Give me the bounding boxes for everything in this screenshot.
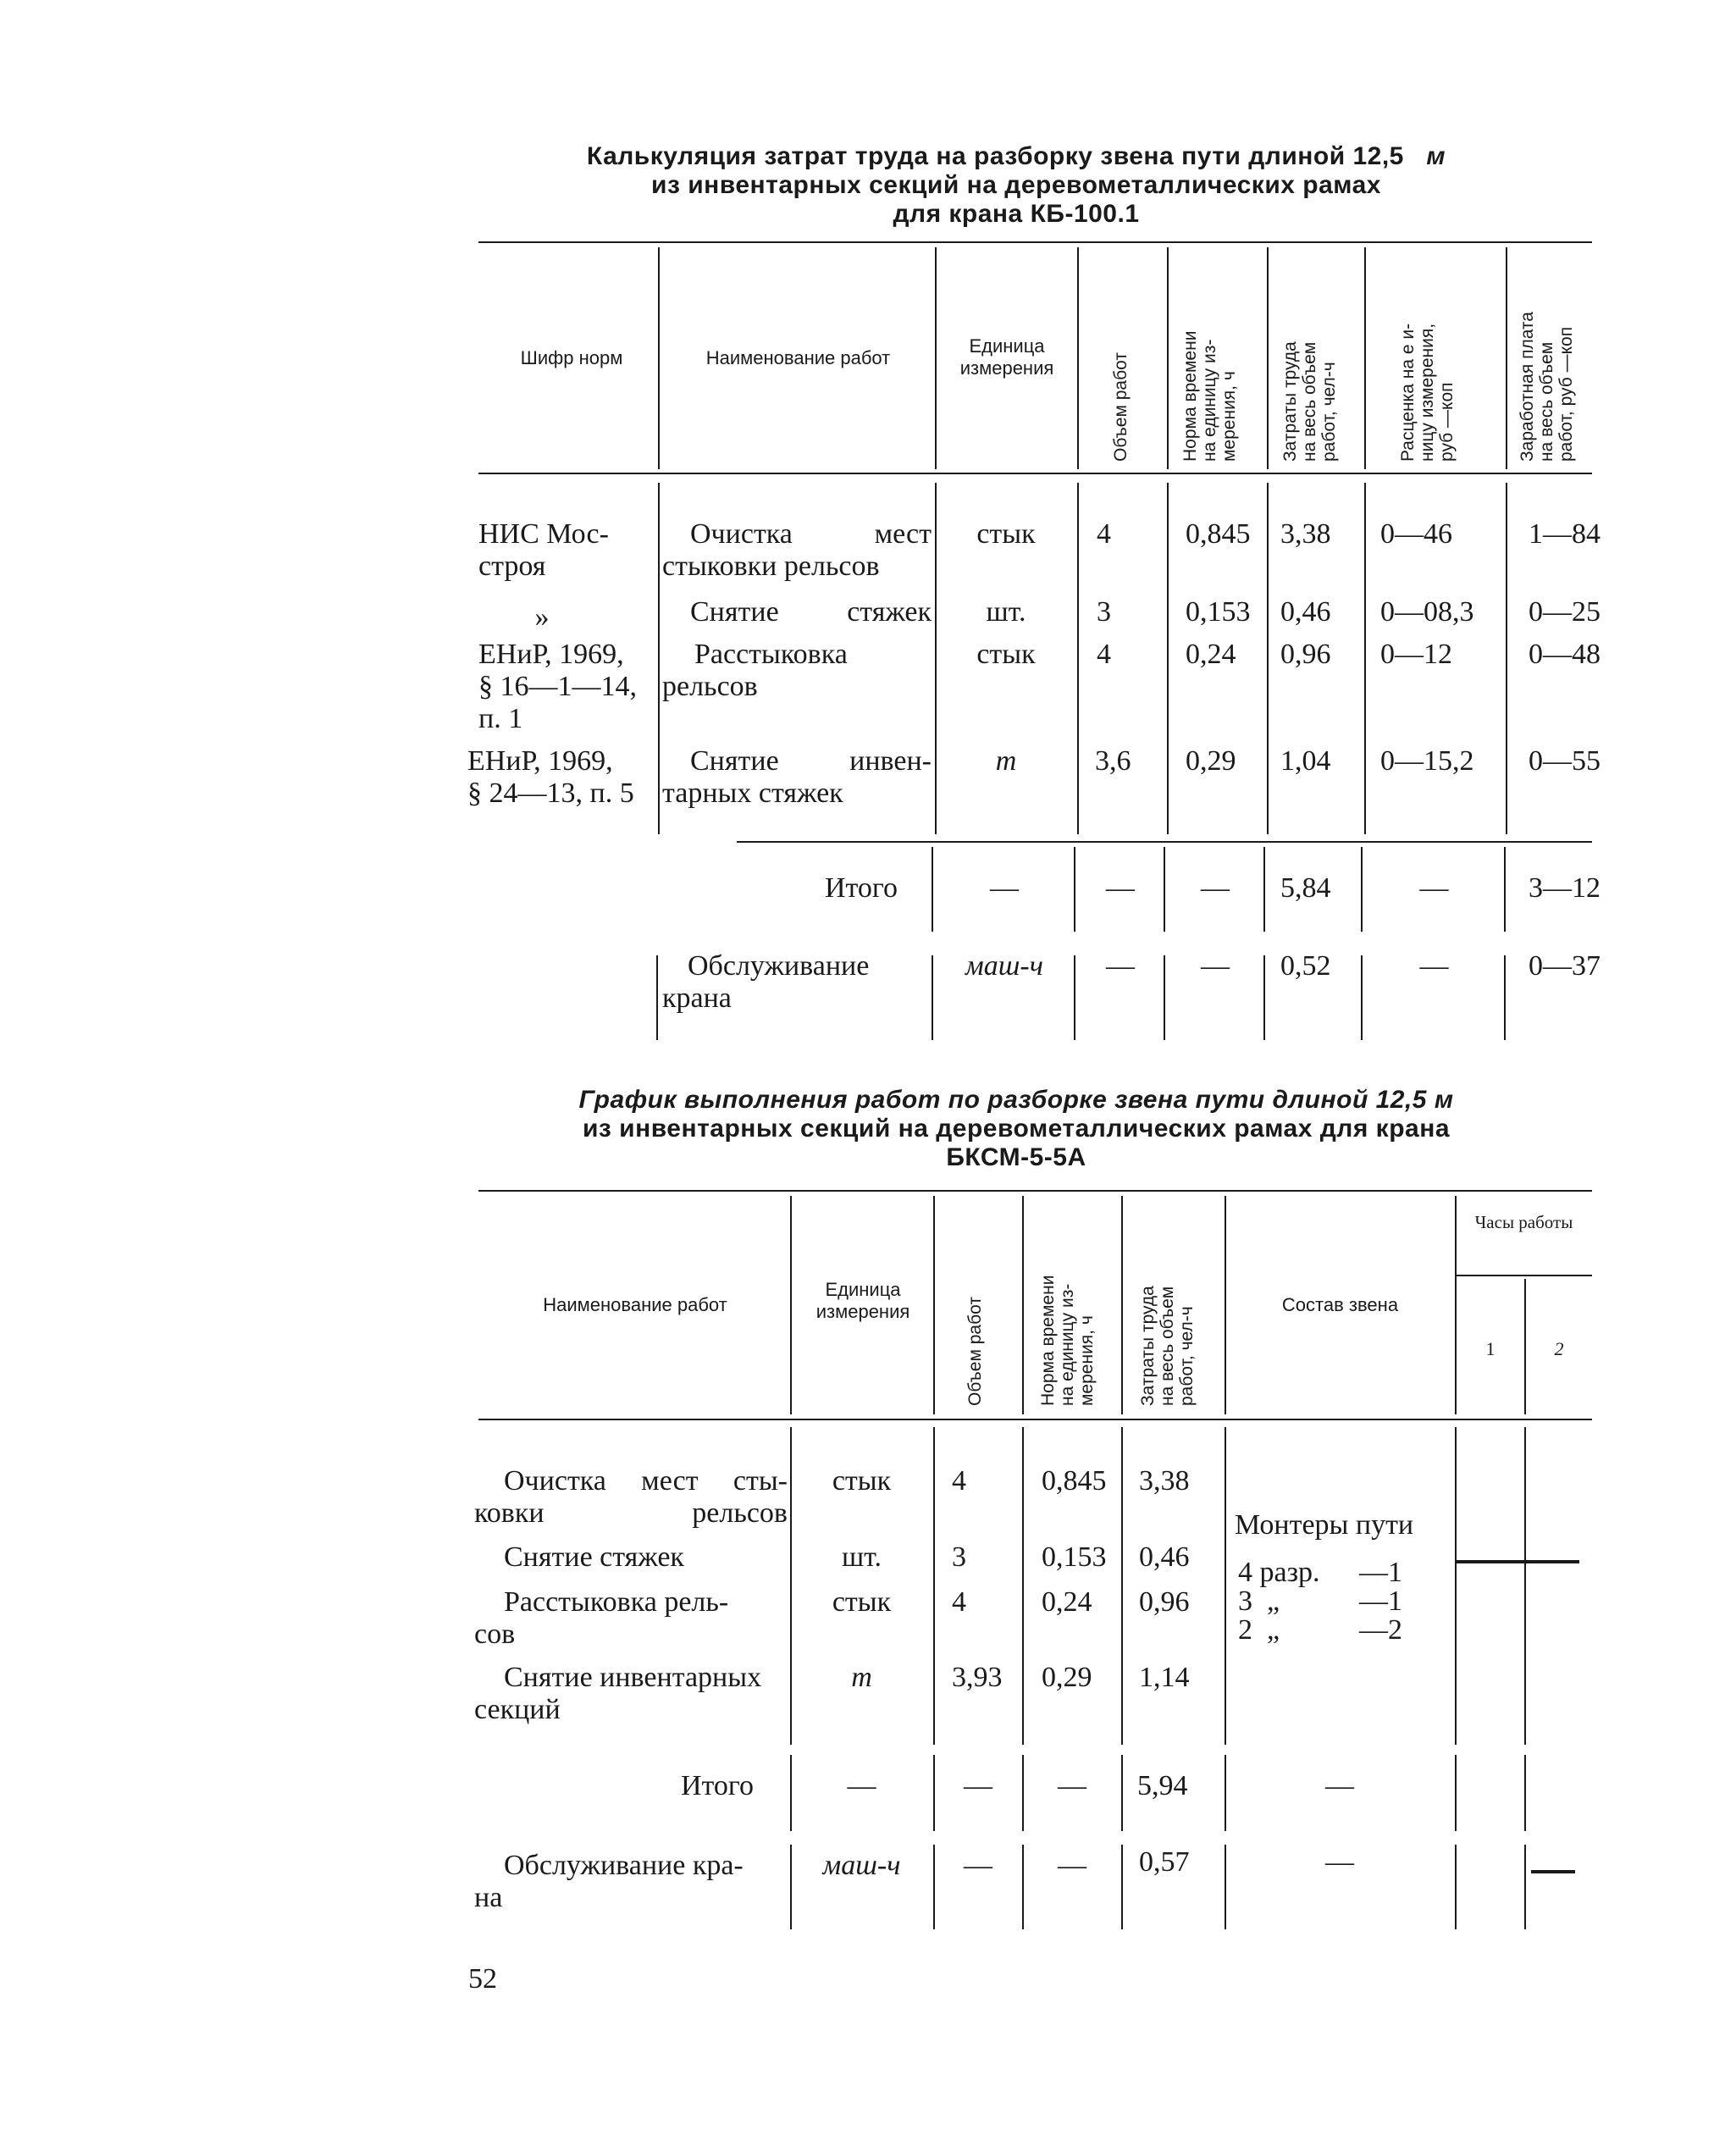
gantt-bar-crane [1531, 1870, 1575, 1873]
table1-header-volume: Объем работ [1111, 352, 1131, 462]
table2-body-div [1524, 1427, 1526, 1745]
table2-hdr-div [790, 1196, 792, 1414]
table2-hdr-div [1225, 1196, 1226, 1414]
table2-total-volume: — [964, 1770, 992, 1801]
table2-hours-rule [1455, 1275, 1592, 1276]
table1-row4-name-a: Снятие [690, 745, 779, 777]
table1-row1-rate: 0—46 [1380, 518, 1452, 550]
table1-total-labor: 5,84 [1280, 872, 1331, 904]
table2-top-rule [478, 1190, 1592, 1192]
table1-row3-volume: 4 [1097, 639, 1111, 670]
table2-total-unit: — [847, 1770, 876, 1801]
table2-crew-grade2-count: —2 [1359, 1614, 1402, 1646]
table2-hdr-div [1121, 1196, 1123, 1414]
table1-row3-name-c: рельсов [662, 671, 758, 702]
table2-body-div [1022, 1427, 1024, 1745]
table1-row1-name-a: Очистка [690, 518, 793, 550]
table1-row1-labor: 3,38 [1280, 518, 1331, 550]
table1-total-div [1361, 847, 1363, 932]
table2-row4-norm: 0,29 [1042, 1662, 1092, 1693]
table1-row4-labor: 1,04 [1280, 745, 1331, 777]
table1-body-div [1506, 483, 1507, 834]
table1-row1-volume: 4 [1097, 518, 1111, 550]
table1-row2-norm: 0,153 [1186, 596, 1251, 628]
table2-row4-volume: 3,93 [952, 1662, 1003, 1693]
table1-crane-unit: маш-ч [965, 950, 1043, 982]
table1-row4-unit: т [995, 745, 1017, 777]
table1-row4-code: ЕНиР, 1969, § 24—13, п. 5 [467, 745, 634, 809]
table1-total-div [1074, 847, 1075, 932]
table2-crane-div [1455, 1845, 1457, 1929]
table2-hdr-div [1022, 1196, 1024, 1414]
table2-crew-grade2: 2 „ [1238, 1614, 1280, 1646]
table2-row2-norm: 0,153 [1042, 1541, 1107, 1573]
table1-total-wage: 3—12 [1529, 872, 1601, 904]
table1-row1-norm: 0,845 [1186, 518, 1251, 550]
table2-row3-name: Расстыковка рель- сов [474, 1586, 729, 1650]
table2-header-hours: Часы работы [1474, 1212, 1573, 1232]
table1-row4-volume: 3,6 [1095, 745, 1131, 777]
table1-row2-unit: шт. [986, 596, 1026, 628]
table2-crane-div [1524, 1845, 1526, 1929]
table2-header-hour1: 1 [1485, 1338, 1496, 1359]
table2-row1-name: Очистка мест сты- ковки рельсов [474, 1465, 788, 1529]
table2-hdr-div [1455, 1196, 1457, 1414]
table2-body-div [1225, 1427, 1226, 1745]
table2-crew-grade3: 3 „ [1238, 1585, 1280, 1617]
table1-total-rate: — [1419, 872, 1449, 904]
table2-row3-volume: 4 [952, 1586, 966, 1618]
table2-body-div [1121, 1427, 1123, 1745]
table1-total-div [1504, 847, 1506, 932]
table1-hdr-div [1167, 247, 1169, 469]
table2-title-line1: График выполнения работ по разборке звена пути длиной 12,5 [578, 1086, 1427, 1114]
table1-row2-volume: 3 [1097, 596, 1111, 628]
table1-hdr-div [658, 247, 660, 469]
table2-row1-norm: 0,845 [1042, 1465, 1107, 1497]
table1-row3-norm: 0,24 [1186, 639, 1236, 670]
table1-row2-wage: 0—25 [1529, 596, 1601, 628]
table1-crane-wage: 0—37 [1529, 950, 1601, 982]
table1-header-name: Наименование работ [705, 347, 891, 368]
table2-title-line2: из инвентарных секций на деревометаллических рамах для крана [582, 1115, 1451, 1143]
table1-row2-code: » [534, 601, 550, 633]
table2-row2-name: Снятие стяжек [504, 1541, 684, 1573]
table1-header-labor: Затраты труда на весь объем работ, чел-ч [1280, 341, 1339, 462]
table1-title-unit: м [1426, 142, 1446, 170]
table2-crane-label: Обслуживание кра- на [474, 1850, 744, 1913]
table2-row2-volume: 3 [952, 1541, 966, 1573]
table2-header-rule [478, 1419, 1592, 1420]
table1-row1-code: НИС Мос- строя [478, 518, 609, 582]
table1-row1-wage: 1—84 [1529, 518, 1601, 550]
table1-title-line2: из инвентарных секций на деревометаллических рамах [651, 171, 1381, 199]
table1-row3-name-a: Расстыковка [694, 639, 848, 670]
table1-title-line3: для крана КБ-100.1 [893, 200, 1140, 228]
table1-hdr-div [1364, 247, 1366, 469]
table1-row3-labor: 0,96 [1280, 639, 1331, 670]
table2-total-div [1121, 1755, 1123, 1831]
table1-row2-rate: 0—08,3 [1380, 596, 1474, 628]
table2-title [474, 1086, 1558, 1172]
table2-row1-labor: 3,38 [1139, 1465, 1190, 1497]
table1-body-div [1267, 483, 1269, 834]
table2-header-norm: Норма времени на единицу из- мерения, ч [1038, 1275, 1097, 1406]
table1-total-div [1263, 847, 1265, 932]
table1-row2-labor: 0,46 [1280, 596, 1331, 628]
table2-total-labor: 5,94 [1137, 1770, 1188, 1801]
table1-total-norm: — [1201, 872, 1230, 904]
table2-total-div [1524, 1755, 1526, 1831]
table2-header-hour2: 2 [1554, 1338, 1564, 1359]
table2-body-div [933, 1427, 935, 1745]
table1-row1-name-c: стыковки рельсов [662, 551, 880, 582]
table1-row3-code: ЕНиР, 1969, § 16—1—14, п. 1 [478, 639, 637, 734]
table2-row1-unit: стык [832, 1465, 892, 1497]
table1-header-rate: Расценка на е и- ницу измерения, руб —коп [1398, 323, 1457, 462]
table1-crane-div [932, 955, 933, 1040]
table2-crew-grade4-count: —1 [1359, 1557, 1402, 1588]
table1-title-line1: Калькуляция затрат труда на разборку звена пути длиной 12,5 [586, 142, 1404, 170]
table2-crane-crew: — [1325, 1846, 1354, 1878]
table2-row3-labor: 0,96 [1139, 1586, 1190, 1618]
table2-row4-name: Снятие инвентарных секций [474, 1662, 762, 1725]
table1-row1-name-b: мест [874, 518, 932, 550]
table1-hdr-div [1506, 247, 1507, 469]
table1-header-wage: Заработная плата на весь объем работ, руб —коп [1518, 312, 1576, 462]
table2-hdr-div [933, 1196, 935, 1414]
table2-row4-unit: т [851, 1662, 872, 1693]
table1-crane-norm: — [1201, 950, 1230, 982]
table2-crew-grade3-count: —1 [1359, 1585, 1402, 1617]
table1-crane-label: Обслуживание крана [662, 950, 870, 1014]
table1-crane-div [1504, 955, 1506, 1040]
table1-row4-name-c: тарных стяжек [662, 777, 843, 809]
table1-total-unit: — [990, 872, 1019, 904]
table1-header-code: Шифр норм [520, 347, 623, 368]
table2-total-norm: — [1058, 1770, 1086, 1801]
table2-total-crew: — [1325, 1770, 1354, 1801]
table2-crew-title: Монтеры пути [1235, 1509, 1414, 1541]
table2-title-line3: БКСМ-5-5А [946, 1143, 1086, 1171]
table2-crane-div [1121, 1845, 1123, 1929]
table1-crane-volume: — [1106, 950, 1135, 982]
table2-row2-labor: 0,46 [1139, 1541, 1190, 1573]
table1-row1-unit: стык [976, 518, 1036, 550]
table1-row2-name-a: Снятие [690, 596, 779, 628]
table2-row4-labor: 1,14 [1139, 1662, 1190, 1693]
table2-title-unit: м [1434, 1086, 1454, 1114]
gantt-bar-crew [1457, 1560, 1579, 1563]
table1-crane-div [1164, 955, 1165, 1040]
table1-row3-unit: стык [976, 639, 1036, 670]
table2-row1-volume: 4 [952, 1465, 966, 1497]
table2-header-labor: Затраты труда на весь объем работ, чел-ч [1138, 1286, 1197, 1406]
table1-total-div [932, 847, 933, 932]
table1-row4-norm: 0,29 [1186, 745, 1236, 777]
table1-body-div [1364, 483, 1366, 834]
table2-header-crew: Состав звена [1281, 1294, 1399, 1315]
table1-crane-div [1263, 955, 1265, 1040]
page-number: 52 [468, 1963, 497, 1995]
table2-crane-norm: — [1058, 1850, 1086, 1881]
table1-row4-name-b: инвен- [849, 745, 932, 777]
table2-header-name: Наименование работ [543, 1294, 727, 1315]
table1-row4-rate: 0—15,2 [1380, 745, 1474, 777]
table1-crane-div [656, 955, 658, 1040]
table2-crew-grade4: 4 разр. [1238, 1557, 1320, 1588]
table1-crane-rate: — [1419, 950, 1449, 982]
table1-hdr-div [935, 247, 937, 469]
table2-total-div [1455, 1755, 1457, 1831]
table1-row3-wage: 0—48 [1529, 639, 1601, 670]
table1-body-div [1167, 483, 1169, 834]
table1-header-unit: Единица измерения [959, 335, 1054, 379]
table1-top-rule [478, 241, 1592, 243]
table1-row4-wage: 0—55 [1529, 745, 1601, 777]
table2-header-unit: Единица измерения [815, 1279, 910, 1322]
table2-crane-labor: 0,57 [1139, 1846, 1190, 1878]
table1-total-volume: — [1106, 872, 1135, 904]
table1-row3-rate: 0—12 [1380, 639, 1452, 670]
table1-total-div [1164, 847, 1165, 932]
table1-body-div [1077, 483, 1079, 834]
table1-header-rule [478, 473, 1592, 474]
table1-total-rule [737, 841, 1592, 843]
table2-crane-unit: маш-ч [822, 1850, 901, 1881]
table1-row2-name-b: стяжек [847, 596, 932, 628]
table2-row3-norm: 0,24 [1042, 1586, 1092, 1618]
table1-hdr-div [1267, 247, 1269, 469]
table1-crane-div [1074, 955, 1075, 1040]
table2-body-div [1455, 1427, 1457, 1745]
table2-total-label: Итого [680, 1770, 754, 1801]
table2-header-volume: Объем работ [965, 1297, 985, 1406]
table2-row2-unit: шт. [842, 1541, 882, 1573]
table1-title [474, 142, 1558, 229]
table1-header-norm: Норма времени на единицу из- мерения, ч [1180, 330, 1239, 462]
table1-total-label: Итого [824, 872, 898, 904]
table2-crane-volume: — [964, 1850, 992, 1881]
table2-row3-unit: стык [832, 1586, 892, 1618]
table1-hdr-div [1077, 247, 1079, 469]
table1-crane-labor: 0,52 [1280, 950, 1331, 982]
table1-crane-div [1361, 955, 1363, 1040]
